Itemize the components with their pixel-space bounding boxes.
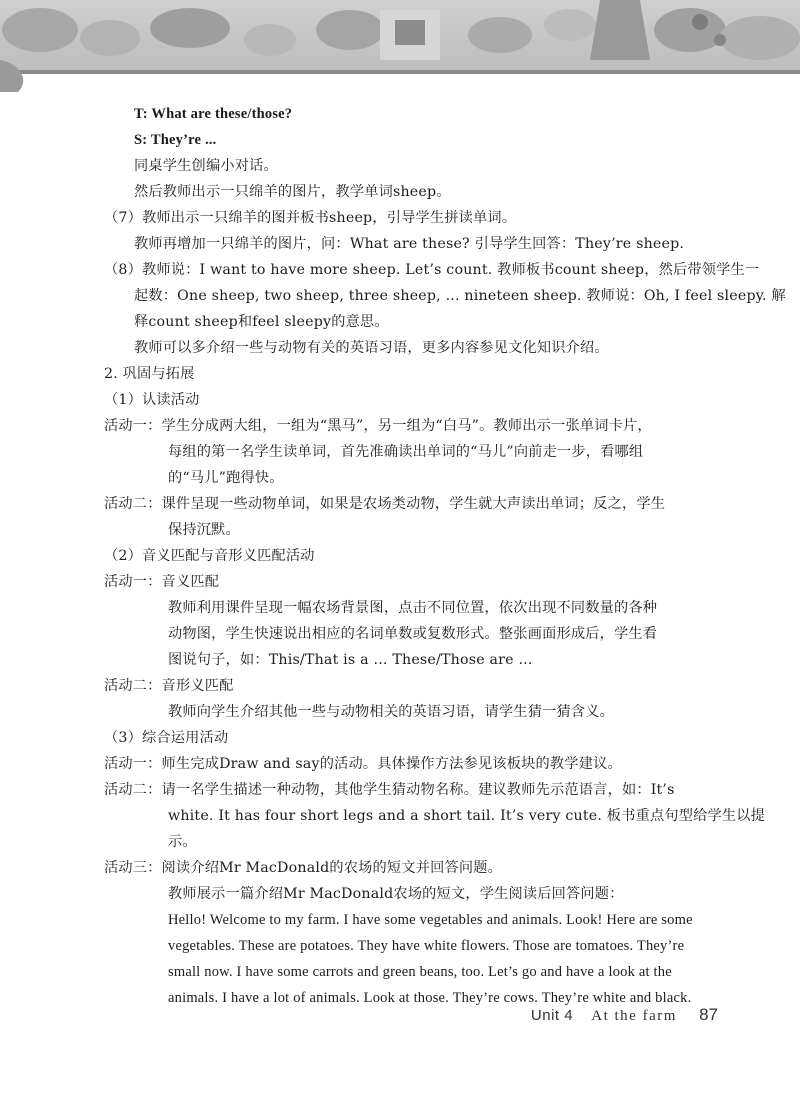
text-line: 的“马儿”跑得快。 [168,470,284,486]
text-line: S: They’re ... [134,132,217,148]
text-line: 活动一：音义匹配 [104,574,220,590]
footer-title: At the farm [591,1008,677,1024]
subsection-heading: （3）综合运用活动 [104,730,229,746]
text-line: 活动三：阅读介绍Mr MacDonald的农场的短文并回答问题。 [104,860,503,876]
text-line: 教师可以多介绍一些与动物有关的英语习语，更多内容参见文化知识介绍。 [134,340,609,356]
text-line: 活动二：请一名学生描述一种动物，其他学生猜动物名称。建议教师先示范语言，如：It’s [104,782,675,798]
text-line: （8）教师说：I want to have more sheep. Let’s count. 教师板书count sheep，然后带领学生一 [104,262,760,278]
section-heading: 2. 巩固与拓展 [104,366,195,382]
text-line: 然后教师出示一只绵羊的图片，教学单词sheep。 [134,184,451,200]
text-line: 同桌学生创编小对话。 [134,158,278,174]
text-line: 动物图，学生快速说出相应的名词单数或复数形式。整张画面形成后，学生看 [168,626,658,642]
text-line: 保持沉默。 [168,522,240,538]
subsection-heading: （2）音义匹配与音形义匹配活动 [104,548,315,564]
reading-passage-line: animals. I have a lot of animals. Look at those. They’re cows. They’re white and black. [168,990,692,1006]
reading-passage-line: Hello! Welcome to my farm. I have some vegetables and animals. Look! Here are some [168,912,693,928]
page-footer [531,1005,718,1025]
text-line: 每组的第一名学生读单词，首先准确读出单词的“马儿”向前走一步，看哪组 [168,444,644,460]
text-line: 教师再增加一只绵羊的图片，问：What are these? 引导学生回答：They’re sheep. [134,236,685,252]
text-line: 活动二：音形义匹配 [104,678,234,694]
text-line: 教师向学生介绍其他一些与动物相关的英语习语，请学生猜一猜含义。 [168,704,615,720]
text-line: （7）教师出示一只绵羊的图并板书sheep，引导学生拼读单词。 [104,210,517,226]
text-line: 活动二：课件呈现一些动物单词，如果是农场类动物，学生就大声读出单词；反之，学生 [104,496,666,512]
reading-passage-line: vegetables. These are potatoes. They have white flowers. Those are tomatoes. They’re [168,938,685,954]
text-line: 起数：One sheep, two sheep, three sheep, ... nineteen sheep. 教师说：Oh, I feel sleepy. 解 [134,288,786,304]
subsection-heading: （1）认读活动 [104,392,200,408]
text-line: 示。 [168,834,197,850]
header-decoration [0,0,800,92]
page-number: 87 [699,1005,718,1024]
text-line: 活动一：师生完成Draw and say的活动。具体操作方法参见该板块的教学建议。 [104,756,622,772]
reading-passage-line: small now. I have some carrots and green beans, too. Let’s go and have a look at the [168,964,672,980]
text-line: 教师利用课件呈现一幅农场背景图，点击不同位置，依次出现不同数量的各种 [168,600,658,616]
farm-banner-image [0,0,800,92]
text-line: 图说句子，如：This/That is a ... These/Those are ... [168,652,533,668]
text-line: T: What are these/those? [134,106,293,122]
text-line: 活动一：学生分成两大组，一组为“黑马”，另一组为“白马”。教师出示一张单词卡片， [104,418,652,434]
footer-unit: Unit 4 [530,1007,574,1024]
text-line: 教师展示一篇介绍Mr MacDonald农场的短文，学生阅读后回答问题： [168,886,624,902]
text-line: white. It has four short legs and a short tail. It’s very cute. 板书重点句型给学生以提 [168,808,766,824]
text-line: 释count sheep和feel sleepy的意思。 [134,314,389,330]
